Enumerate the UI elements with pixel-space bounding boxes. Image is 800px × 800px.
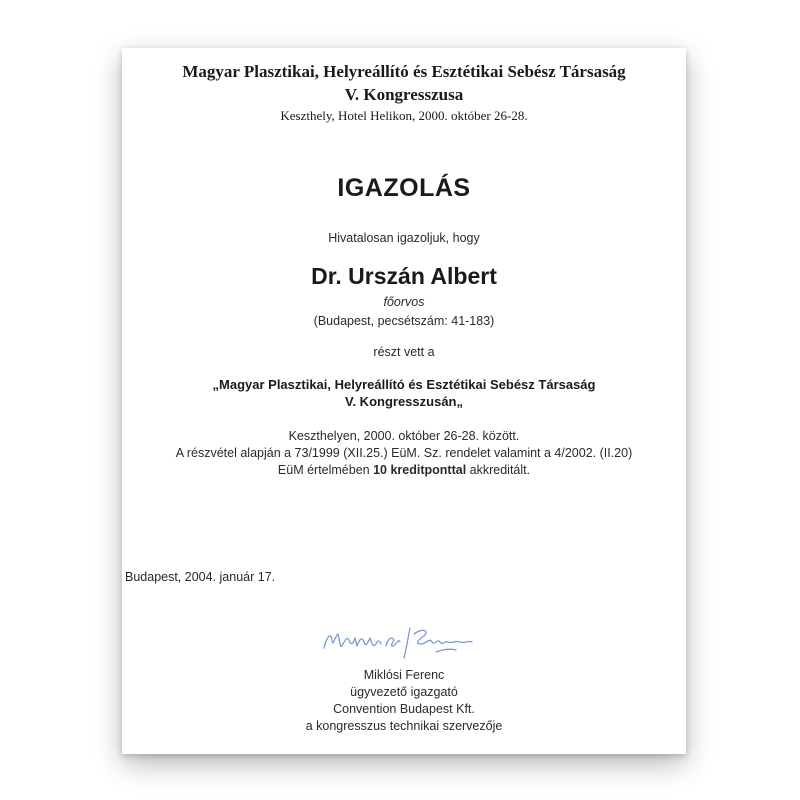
credit-points: 10 kreditponttal: [373, 463, 467, 477]
document-title: IGAZOLÁS: [337, 174, 471, 202]
recipient-stamp-number: (Budapest, pecsétszám: 41-183): [313, 314, 495, 328]
signatory-position: ügyvezető igazgató: [350, 685, 458, 699]
attended-text: részt vett a: [373, 345, 435, 359]
recipient-name: Dr. Urszán Albert: [311, 263, 497, 289]
recipient-role: főorvos: [383, 295, 425, 309]
intro-text: Hivatalosan igazoljuk, hogy: [328, 231, 480, 245]
society-name: Magyar Plasztikai, Helyreállító és Esztétikai Sebész Társaság: [182, 62, 626, 81]
handwritten-signature: [318, 618, 498, 662]
congress-dates: Keszthelyen, 2000. október 26-28. között.: [288, 429, 520, 443]
congress-number: V. Kongresszusa: [344, 85, 464, 104]
signatory-company: Convention Budapest Kft.: [333, 702, 475, 716]
certificate-sheet: [122, 48, 686, 754]
legal-basis-post: akkreditált.: [466, 463, 531, 477]
congress-title-line-2: V. Kongresszusán„: [344, 394, 463, 409]
place-and-date: Budapest, 2004. január 17.: [125, 570, 276, 584]
legal-basis-line-2: [122, 463, 686, 477]
legal-basis-line-1: A részvétel alapján a 73/1999 (XII.25.) EüM. Sz. rendelet valamint a 4/2002. (II.20): [175, 446, 633, 460]
congress-title-line-1: „Magyar Plasztikai, Helyreállító és Esztétikai Sebész Társaság: [212, 377, 596, 392]
legal-basis-pre: EüM értelmében: [277, 463, 374, 477]
signatory-name: Miklósi Ferenc: [363, 668, 445, 682]
signatory-function: a kongresszus technikai szervezője: [305, 719, 503, 733]
congress-venue: Keszthely, Hotel Helikon, 2000. október 26-28.: [280, 108, 528, 123]
